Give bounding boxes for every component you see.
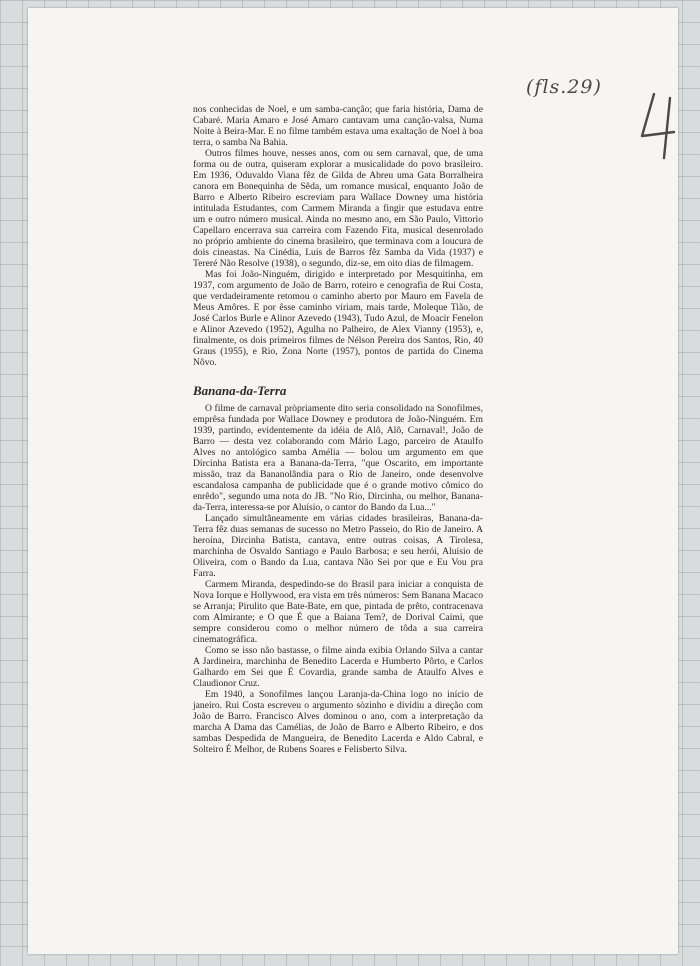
article-paragraph: Mas foi João-Ninguém, dirigido e interpretado por Mesquitinha, em 1937, com argumento de João de Barro, roteiro e cenografia de Rui Costa, que verdadeiramente retomou o caminho aberto por Mauro em Favela de Meus Amôres. E por êsse caminho viriam, mais tarde, Moleque Tião, de José Carlos Burle e Alinor Azevedo (1943), Tudo Azul, de Moacir Fenelon e Alinor Azevedo (1952), Agulha no Palheiro, de Alex Vianny (1953), e, finalmente, os dois primeiros filmes de Nélson Pereira dos Santos, Rio, 40 Graus (1955), e Rio, Zona Norte (1957), pontos de partida do Cinema Nôvo. [193,269,483,368]
article-paragraph: Outros filmes houve, nesses anos, com ou sem carnaval, que, de uma forma ou de outra, quiseram explorar a musicalidade do povo brasileiro. Em 1936, Oduvaldo Viana fêz de Gilda de Abreu uma Gata Borralheira canora em Bonequinha de Sêda, um romance musical, enquanto João de Barro e Alberto Ribeiro escreviam para Wallace Downey uma história intitulada Estudantes, com Carmem Miranda a fingir que estudava entre um e outro número musical. Ainda no mesmo ano, em São Paulo, Vittorio Capellaro encerrava sua carreira com Fazendo Fita, musical desenrolado no próprio ambiente do cinema brasileiro, que terminava com a loucura de dois cineastas. Na Cinédia, Luís de Barros fêz Samba da Vida (1937) e Tereré Não Resolve (1938), o segundo, diz-se, em oito dias de filmagem. [193,148,483,269]
svg-text:4: 4 [640,92,641,93]
article-paragraph: nos conhecidas de Noel, e um samba-canção; que faria história, Dama de Cabaré. Maria Amaro e José Amaro cantavam uma canção-valsa, Numa Noite à Beira-Mar. E no filme também estava uma exaltação de Noel à boa terra, o samba Na Bahia. [193,104,483,148]
article-column [193,104,483,755]
article-paragraph: O filme de carnaval pròpriamente dito seria consolidado na Sonofilmes, emprêsa fundada por Wallace Downey e produtora de João-Ninguém. Em 1939, partindo, evidentemente da idéia de Alô, Alô, Carnaval!, João de Barro — desta vez colaborando com Mário Lago, parceiro de Ataulfo Alves no antológico samba Amélia — bolou um argumento em que Dircinha Batista era a Banana-da-Terra, "que Oscarito, em importante missão, traz da Bananolândia para o Rio de Janeiro, onde desenvolve escandalosa campanha de publicidade que é o grande motivo cômico do enrêdo", segundo uma nota do JB. "No Rio, Dircinha, ou melhor, Banana-da-Terra, interessa-se por Aluísio, o cantor do Bando da Lua..." [193,403,483,513]
folio-annotation: (fls.29) [526,76,602,98]
article-paragraph: Lançado simultâneamente em várias cidades brasileiras, Banana-da-Terra fêz duas semanas de sucesso no Metro Passeio, do Rio de Janeiro. A heroína, Dircinha Batista, cantava, entre outras coisas, A Tirolesa, marchinha de Osvaldo Santiago e Paulo Barbosa; e seu herói, Aluísio de Oliveira, com o Bando da Lua, cantava Não Sei por que e Eu Vou pra Farra. [193,513,483,579]
article-paragraph: Carmem Miranda, despedindo-se do Brasil para iniciar a conquista de Nova Iorque e Hollywood, era vista em três números: Sem Banana Macaco se Arranja; Pirulito que Bate-Bate, em que, pintada de prêto, contracenava com Almirante; e O que É que a Baiana Tem?, de Dorival Caimi, que sempre considerou como o melhor número de tôda a sua carreira cinematográfica. [193,579,483,645]
handwritten-page-number [640,92,680,162]
document-page [28,8,678,954]
article-paragraph: Em 1940, a Sonofilmes lançou Laranja-da-China logo no início de janeiro. Rui Costa escreveu o argumento sòzinho e dividiu a direção com João de Barro. Francisco Alves dominou o ano, com a interpretação da marcha A Dama das Camélias, de João de Barro e Alberto Ribeiro, e dos sambas Despedida de Mangueira, de Benedito Lacerda e Aldo Cabral, e Solteiro É Melhor, de Rubens Soares e Felisberto Silva. [193,689,483,755]
section-heading: Banana-da-Terra [193,383,287,398]
article-paragraph: Como se isso não bastasse, o filme ainda exibia Orlando Silva a cantar A Jardineira, marchinha de Benedito Lacerda e Humberto Pôrto, e Carlos Galhardo em Sei que É Covardia, grande samba de Ataulfo Alves e Claudionor Cruz. [193,645,483,689]
